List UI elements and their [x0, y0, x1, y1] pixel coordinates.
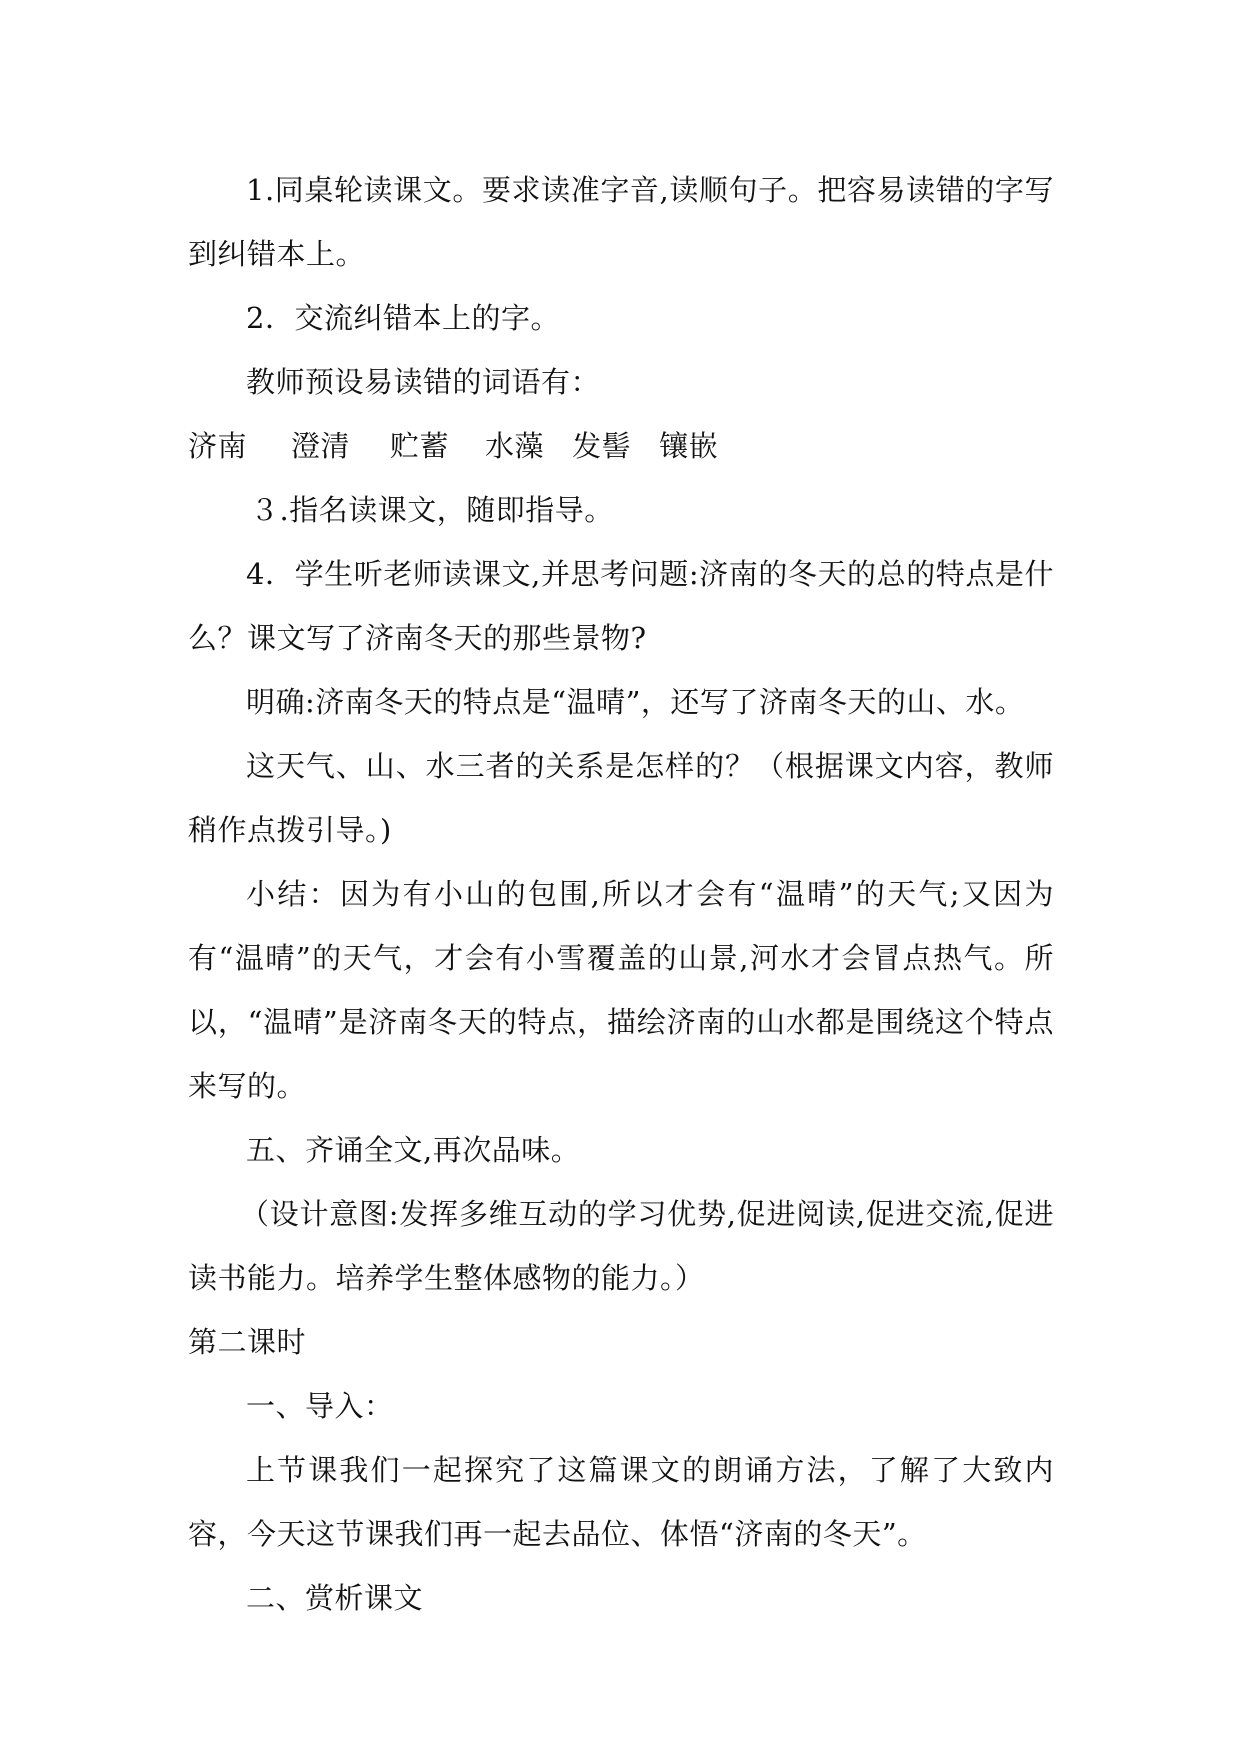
paragraph-exchange-errors: 2．交流纠错本上的字。	[246, 301, 560, 335]
paragraph-summary: 小结：因为有小山的包围,所以才会有“温晴”的天气;又因为有“温晴”的天气，才会有小雪覆盖的山景,河水才会冒点热气。所以，“温晴”是济南冬天的特点，描绘济南的山水都是围绕这个特点来写的。	[188, 877, 1054, 1103]
paragraph-recite: 五、齐诵全文,再次品味。	[246, 1133, 581, 1167]
word-item: 水藻	[485, 429, 545, 463]
paragraph-read-aloud: ３.指名读课文，随即指导。	[250, 493, 614, 527]
word-item: 贮蓄	[390, 429, 450, 463]
word-list	[188, 414, 1054, 478]
section-heading-second-lesson: 第二课时	[188, 1325, 307, 1359]
paragraph-listen-question: 4．学生听老师读课文,并思考问题:济南的冬天的总的特点是什么？课文写了济南冬天的那些景物?	[188, 557, 1054, 655]
paragraph-introduction-heading: 一、导入：	[246, 1389, 394, 1423]
word-item: 济南	[188, 429, 248, 463]
word-item: 澄清	[291, 429, 351, 463]
paragraph-clarify: 明确:济南冬天的特点是“温晴”，还写了济南冬天的山、水。	[246, 685, 1025, 719]
paragraph-teacher-preset: 教师预设易读错的词语有：	[246, 365, 601, 399]
word-item: 镶嵌	[659, 429, 719, 463]
word-item: 发髻	[572, 429, 632, 463]
paragraph-design-intent: （设计意图:发挥多维互动的学习优势,促进阅读,促进交流,促进读书能力。培养学生整体感物的能力。）	[188, 1197, 1054, 1295]
paragraph-read-in-turns: 1.同桌轮读课文。要求读准字音,读顺句子。把容易读错的字写到纠错本上。	[188, 173, 1054, 271]
document-body	[188, 158, 1054, 1630]
paragraph-relationship: 这天气、山、水三者的关系是怎样的？（根据课文内容，教师稍作点拨引导。)	[188, 749, 1054, 847]
paragraph-introduction: 上节课我们一起探究了这篇课文的朗诵方法，了解了大致内容，今天这节课我们再一起去品位、体悟“济南的冬天”。	[188, 1453, 1054, 1551]
paragraph-appreciation-heading: 二、赏析课文	[246, 1581, 424, 1615]
